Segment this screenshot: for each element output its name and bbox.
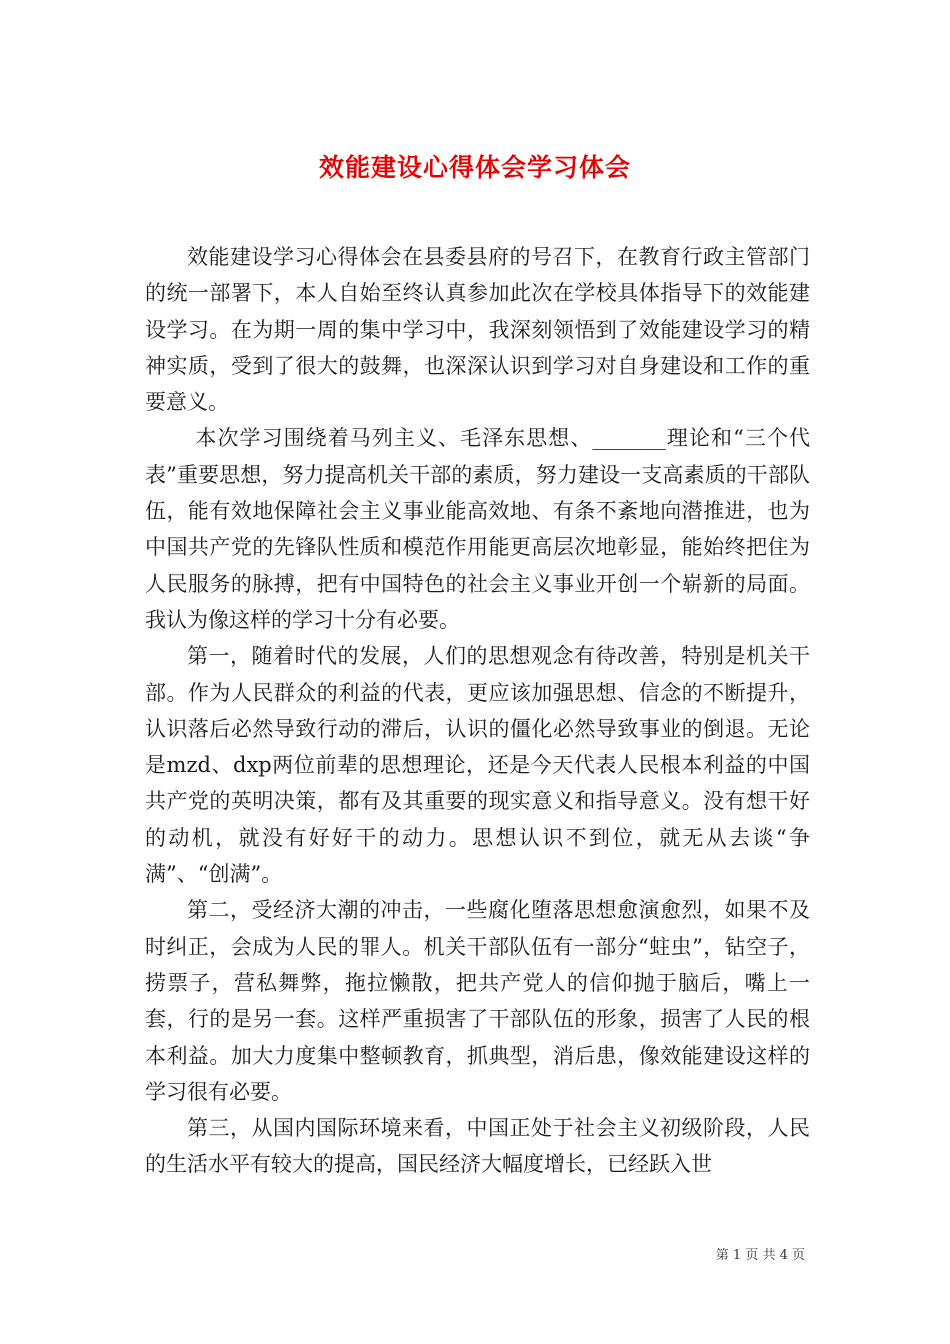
document-body (145, 239, 810, 1183)
paragraph-third-point: 第三，从国内国际环境来看，中国正处于社会主义初级阶段，人民的生活水平有较大的提高，国民经济大幅度增长，已经跃入世 (145, 1116, 810, 1177)
paragraph-second-point: 第二，受经济大潮的冲击，一些腐化堕落思想愈演愈烈，如果不及时纠正，会成为人民的罪人。机关干部队伍有一部分“蛀虫”，钻空子，捞票子，营私舞弊，拖拉懒散，把共产党人的信仰抛于脑后，嘴上一套，行的是另一套。这样严重损害了干部队伍的形象，损害了人民的根本利益。加大力度集中整顿教育，抓典型，消后患，像效能建设这样的学习很有必要。 (145, 898, 810, 1104)
page-number-footer: 第 1 页 共 4 页 (715, 1248, 805, 1263)
paragraph-intro: 效能建设学习心得体会在县委县府的号召下，在教育行政主管部门的统一部署下，本人自始至终认真参加此次在学校具体指导下的效能建设学习。在为期一周的集中学习中，我深刻领悟到了效能建设学习的精神实质，受到了很大的鼓舞，也深深认识到学习对自身建设和工作的重要意义。 (145, 245, 810, 415)
paragraph-first-point: 第一，随着时代的发展，人们的思想观念有待改善，特别是机关干部。作为人民群众的利益的代表，更应该加强思想、信念的不断提升，认识落后必然导致行动的滞后，认识的僵化必然导致事业的倒退。无论是mzd、dxp两位前辈的思想理论，还是今天代表人民根本利益的中国共产党的英明决策，都有及其重要的现实意义和指导意义。没有想干好的动机，就没有好好干的动力。思想认识不到位，就无从去谈“争满”、“创满”。 (145, 644, 810, 887)
document-title: 效能建设心得体会学习体会 (318, 152, 631, 182)
paragraph-study-theme: 本次学习围绕着马列主义、毛泽东思想、_______理论和“三个代表”重要思想，努力提高机关干部的素质，努力建设一支高素质的干部队伍，能有效地保障社会主义事业能高效地、有条不紊地向潜推进，也为中国共产党的先锋队性质和模范作用能更高层次地彰显，能始终把住为人民服务的脉搏，把有中国特色的社会主义事业开创一个崭新的局面。我认为像这样的学习十分有必要。 (145, 426, 810, 632)
